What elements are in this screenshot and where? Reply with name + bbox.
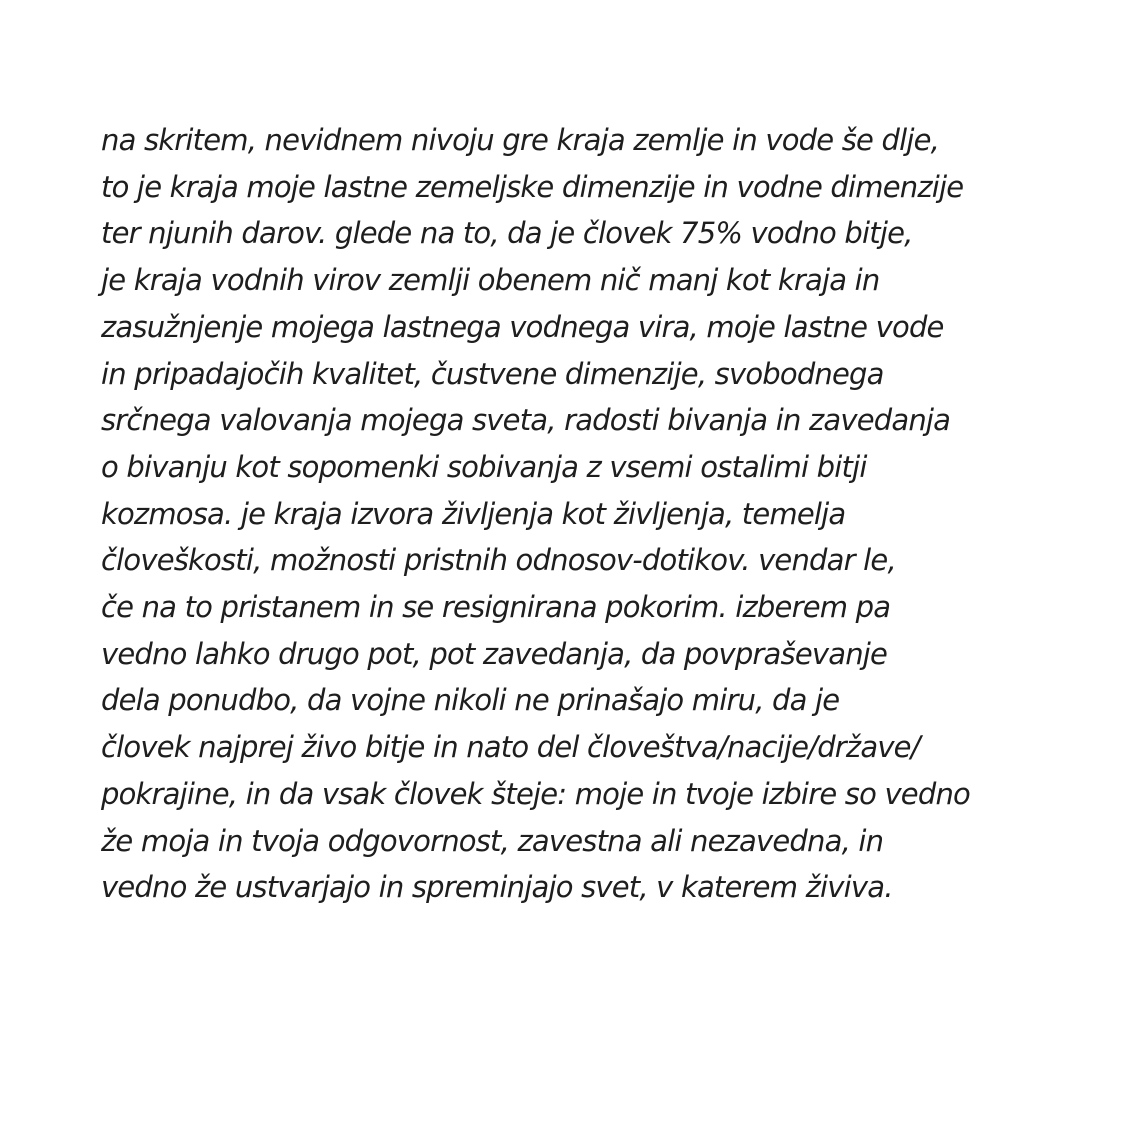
text-line-9: kozmosa. je kraja izvora življenja kot življenja, temelja [101, 496, 846, 531]
text-line-16: že moja in tvoja odgovornost, zavestna ali nezavedna, in [101, 823, 884, 858]
text-line-3: ter njunih darov. glede na to, da je človek 75% vodno bitje, [101, 216, 913, 251]
text-line-14: človek najprej živo bitje in nato del človeštva/nacije/države/ [101, 730, 920, 765]
text-line-2: to je kraja moje lastne zemeljske dimenzije in vodne dimenzije [101, 169, 964, 204]
text-line-12: vedno lahko drugo pot, pot zavedanja, da povpraševanje [101, 636, 888, 671]
text-line-1: na skritem, nevidnem nivoju gre kraja zemlje in vode še dlje, [101, 123, 940, 157]
text-line-15: pokrajine, in da vsak človek šteje: moje in tvoje izbire so vedno [101, 776, 970, 811]
text-line-5: zasužnjenje mojega lastnega vodnega vira, moje lastne vode [101, 309, 944, 344]
text-line-17: vedno že ustvarjajo in spreminjajo svet, v katerem živiva. [101, 870, 893, 905]
text-line-8: o bivanju kot sopomenki sobivanja z vsemi ostalimi bitji [101, 449, 867, 484]
text-line-10: človeškosti, možnosti pristnih odnosov-dotikov. vendar le, [101, 543, 896, 578]
text-line-4: je kraja vodnih virov zemlji obenem nič manj kot kraja in [101, 263, 880, 298]
text-line-7: srčnega valovanja mojega sveta, radosti bivanja in zavedanja [101, 403, 951, 438]
body-paragraph [101, 117, 1101, 911]
text-line-6: in pripadajočih kvalitet, čustvene dimenzije, svobodnega [101, 356, 884, 391]
text-line-13: dela ponudbo, da vojne nikoli ne prinašajo miru, da je [101, 683, 840, 718]
text-line-11: če na to pristanem in se resignirana pokorim. izberem pa [101, 590, 891, 625]
